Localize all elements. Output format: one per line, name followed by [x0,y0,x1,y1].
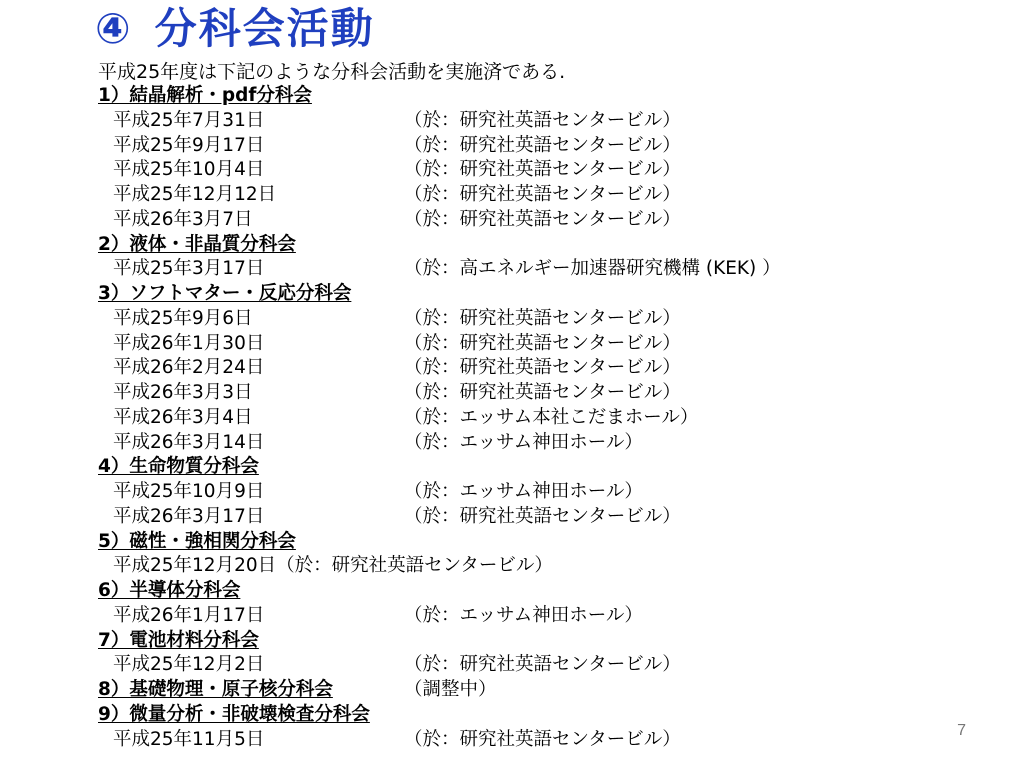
meeting-entry [98,109,998,134]
title-text: 分科会活動 [154,4,375,53]
meeting-date: 平成25年3月17日 [113,258,265,280]
meeting-venue: （於：研究社英語センタービル） [404,134,681,156]
meeting-entry [98,480,998,505]
subcommittee-label: 3）ソフトマター・反応分科会 [98,283,352,304]
subcommittee-label: 4）生命物質分科会 [98,456,259,478]
subcommittee-heading [98,579,998,604]
meeting-entry [98,653,998,678]
subcommittee-heading [98,703,998,728]
subcommittee-label: 8）基礎物理・原子核分科会 [98,679,333,700]
meeting-date: 平成25年12月12日 [113,184,277,205]
meeting-date: 平成25年10月4日 [113,159,265,181]
meeting-date: 平成25年11月5日 [113,728,265,750]
meeting-entry [98,307,998,332]
meeting-date: 平成26年1月30日 [113,332,265,354]
subcommittee-heading [98,629,998,654]
meeting-entry [98,431,998,456]
meeting-venue: （於：エッサム神田ホール） [404,604,643,626]
intro-text: 平成25年度は下記のような分科会活動を実施済である. [98,61,566,83]
activity-list [98,84,998,752]
meeting-date: 平成26年3月17日 [113,505,265,527]
meeting-venue: （於：研究社英語センタービル） [404,357,681,379]
meeting-entry [98,728,998,753]
meeting-entry [98,134,998,159]
subcommittee-label: 1）結晶解析・pdf分科会 [98,85,312,106]
meeting-venue: （於：研究社英語センタービル） [404,208,681,230]
meeting-entry [98,356,998,381]
page-number: 7 [957,722,966,739]
meeting-date: 平成25年9月6日 [113,307,253,329]
subcommittee-heading [98,84,998,109]
meeting-venue: （於：研究社英語センタービル） [404,728,681,750]
meeting-date: 平成26年1月17日 [113,604,265,626]
meeting-venue: （於：エッサム神田ホール） [404,431,643,453]
meeting-venue: （於：高エネルギー加速器研究機構 (KEK) ） [404,258,781,280]
meeting-date: 平成25年7月31日 [113,109,265,131]
slide-title [95,4,375,54]
subcommittee-label: 2）液体・非晶質分科会 [98,233,296,255]
meeting-entry [98,406,998,431]
meeting-venue: （於：研究社英語センタービル） [404,654,681,676]
subcommittee-heading [98,678,998,703]
meeting-date: 平成25年9月17日 [113,134,265,156]
subcommittee-heading [98,233,998,258]
meeting-venue: （於：研究社英語センタービル） [404,307,681,329]
meeting-venue: （於：研究社英語センタービル） [404,505,681,527]
meeting-venue: （於：研究社英語センタービル） [404,184,681,205]
meeting-entry [98,505,998,530]
subcommittee-heading [98,455,998,480]
meeting-entry [98,183,998,208]
meeting-date: 平成26年3月3日 [113,382,253,403]
meeting-date: 平成25年10月9日 [113,481,265,502]
meeting-entry [98,332,998,357]
meeting-venue: （於：エッサム本社こだまホール） [404,406,699,428]
meeting-date: 平成26年3月14日 [113,431,265,453]
subcommittee-heading [98,530,998,555]
subcommittee-label: 7）電池材料分科会 [98,629,259,651]
meeting-venue: （於：エッサム神田ホール） [404,481,643,502]
meeting-entry [98,381,998,406]
meeting-date: 平成26年3月7日 [113,208,253,230]
meeting-entry [98,208,998,233]
meeting-venue: （於：研究社英語センタービル） [404,159,681,181]
meeting-venue: （於：研究社英語センタービル） [404,332,681,354]
meeting-entry [98,257,998,282]
meeting-date: 平成25年12月20日（於：研究社英語センタービル） [113,555,553,577]
title-number: ④ [95,4,133,53]
meeting-date: 平成26年2月24日 [113,357,265,379]
meeting-date: 平成25年12月2日 [113,654,265,676]
subcommittee-label: 9）微量分析・非破壊検査分科会 [98,703,370,725]
meeting-venue: （於：研究社英語センタービル） [404,382,681,403]
meeting-venue: （於：研究社英語センタービル） [404,109,681,131]
subcommittee-heading [98,282,998,307]
meeting-entry [98,604,998,629]
subcommittee-label: 6）半導体分科会 [98,580,241,601]
meeting-entry [98,554,998,579]
subcommittee-label: 5）磁性・強相関分科会 [98,530,296,552]
subcommittee-status: （調整中） [404,679,497,700]
meeting-entry [98,158,998,183]
meeting-date: 平成26年3月4日 [113,406,253,428]
